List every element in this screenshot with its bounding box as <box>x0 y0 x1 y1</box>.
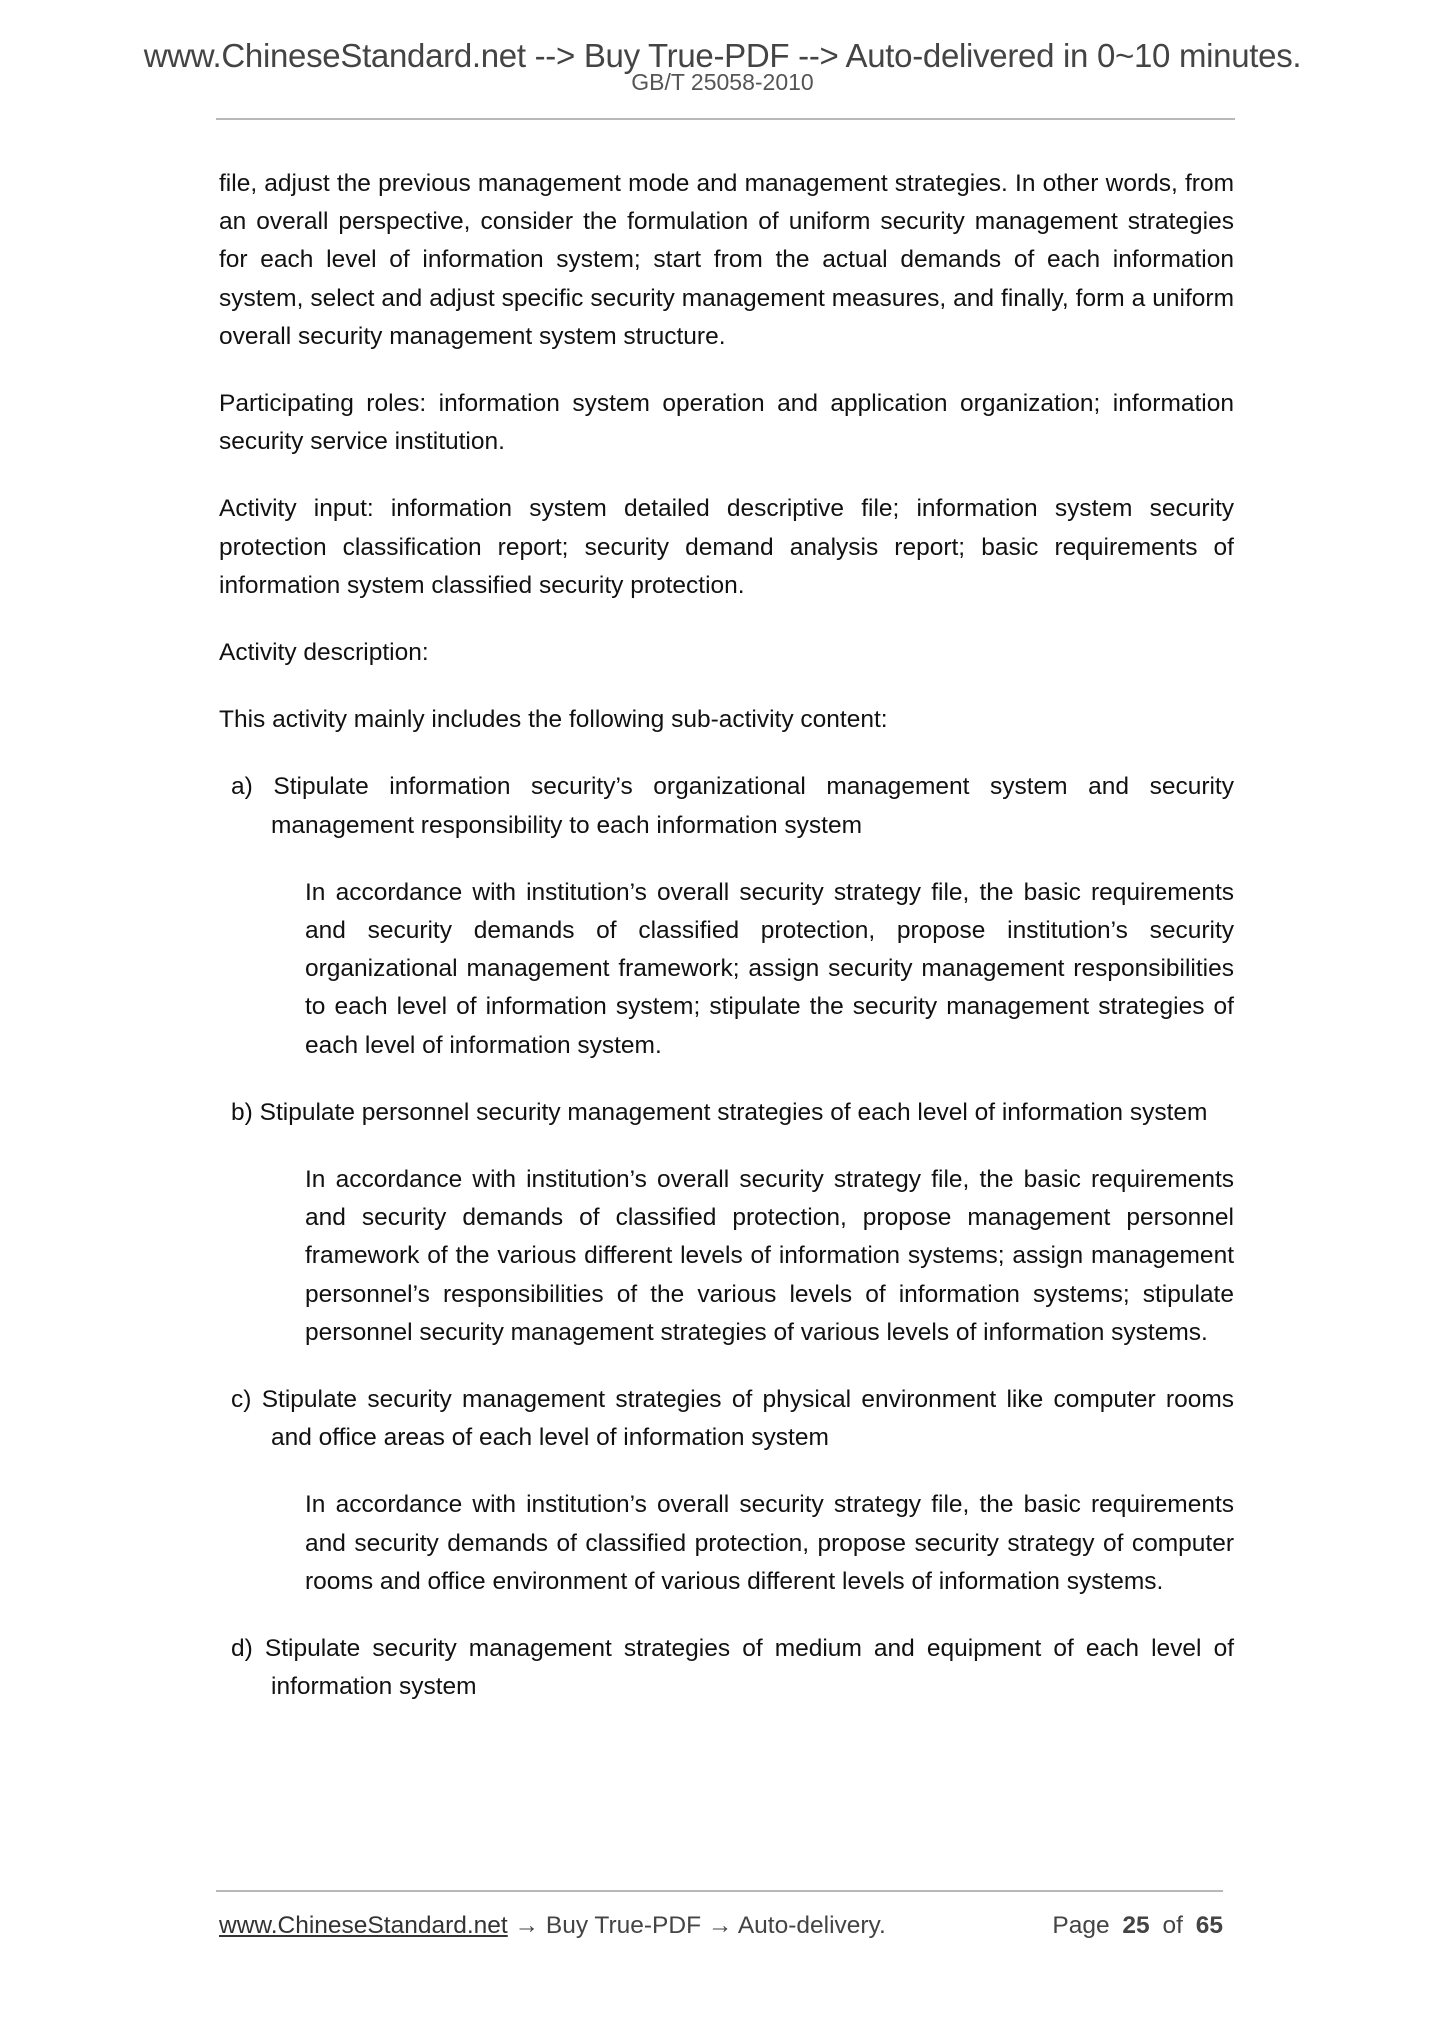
sub-activity-intro: This activity mainly includes the following sub-activity content: <box>219 706 888 734</box>
list-item-b-text: In accordance with institution’s overall security strategy file, the basic requirements and security demands of classified protection, propose management personnel framework of the various different levels of information systems; assign management personnel’s responsibilities of the various levels of information systems; stipulate personnel security management strategies of various levels of information systems. <box>305 1166 1234 1346</box>
list-item-title: Stipulate personnel security management strategies of each level of information system <box>259 1098 1208 1126</box>
footer-tail: → Buy True-PDF → Auto-delivery. <box>507 1912 886 1939</box>
header-banner: www.ChineseStandard.net --> Buy True-PDF --> Auto-delivered in 0~10 minutes. <box>143 37 1302 74</box>
participating-roles: Participating roles: information system operation and application organization; information security service institution. <box>219 390 1234 456</box>
site-link[interactable]: www.ChineseStandard.net <box>219 1912 508 1939</box>
page-total: 65 <box>1195 1912 1223 1939</box>
list-item-title: Stipulate security management strategies of physical environment like computer rooms and office areas of each level of information system <box>261 1386 1235 1452</box>
activity-description-label: Activity description: <box>219 639 429 667</box>
list-label: d) <box>231 1635 253 1663</box>
footer-divider <box>216 1890 1223 1892</box>
intro-paragraph: file, adjust the previous management mode and management strategies. In other words, from an overall perspective, consider the formulation of uniform security management strategies for each level of information system; start from the actual demands of each information system, select and adjust specific security management measures, and finally, form a uniform overall security management system structure. <box>219 170 1234 350</box>
document-body <box>219 165 1234 1736</box>
header-divider <box>216 118 1235 120</box>
list-item-a-title <box>219 768 1234 844</box>
list-item-a-text: In accordance with institution’s overall security strategy file, the basic requirements and security demands of classified protection, propose institution’s security organizational management framework; assign security management responsibilities to each level of information system; stipulate the security management strategies of each level of information system. <box>305 878 1234 1059</box>
document-id: GB/T 25058-2010 <box>631 69 814 95</box>
list-item-b-title <box>219 1094 1234 1132</box>
list-item-d-title <box>219 1630 1234 1706</box>
list-label: a) <box>231 773 253 801</box>
list-label: c) <box>231 1386 252 1414</box>
of-label: of <box>1162 1912 1183 1939</box>
list-item-c-title <box>219 1381 1234 1457</box>
footer-promo <box>219 1911 886 1941</box>
list-item-c-text: In accordance with institution’s overall security strategy file, the basic requirements and security demands of classified protection, propose security strategy of computer rooms and office environment of various different levels of information systems. <box>305 1491 1234 1595</box>
page-footer <box>219 1911 1223 1941</box>
page-label: Page <box>1052 1912 1110 1939</box>
list-item-title: Stipulate security management strategies of medium and equipment of each level of information system <box>264 1635 1235 1701</box>
activity-input: Activity input: information system detailed descriptive file; information system security protection classification report; security demand analysis report; basic requirements of information system classified security protection. <box>219 495 1234 599</box>
list-label: b) <box>231 1098 253 1126</box>
list-item-title: Stipulate information security’s organizational management system and security management responsibility to each information system <box>271 773 1234 839</box>
page-current: 25 <box>1122 1912 1150 1939</box>
page-indicator <box>1052 1911 1223 1941</box>
